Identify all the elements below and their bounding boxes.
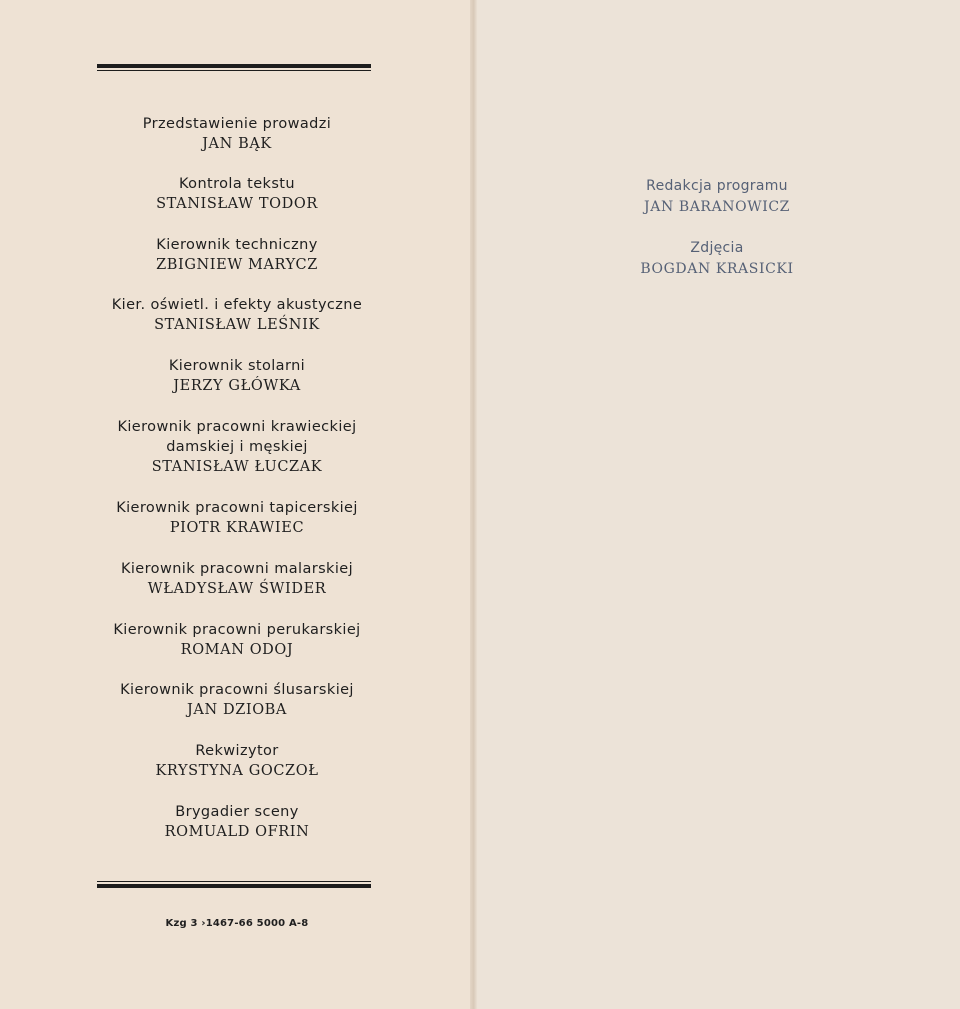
credit-block — [0, 417, 474, 477]
credit-role: Kierownik pracowni malarskiej — [120, 561, 354, 577]
credit-name: KRYSTYNA GOCZOŁ — [155, 763, 319, 779]
credit-role: Kierownik techniczny — [156, 237, 318, 253]
credit-role: Kierownik pracowni krawieckiej — [117, 419, 357, 435]
credit-name: JAN BĄK — [202, 136, 272, 152]
credit-role: Zdjęcia — [690, 240, 744, 256]
credit-role: Rekwizytor — [195, 743, 279, 759]
credit-name: STANISŁAW TODOR — [156, 196, 318, 212]
credit-block — [0, 174, 474, 214]
credit-block — [0, 559, 474, 599]
credit-name: ROMUALD OFRIN — [164, 824, 310, 840]
credit-role-continued: damskiej i męskiej — [166, 439, 308, 455]
credit-name: STANISŁAW ŁUCZAK — [151, 459, 323, 475]
credit-block — [0, 114, 474, 154]
credit-name: JAN BARANOWICZ — [644, 199, 790, 215]
right-page — [474, 0, 960, 1009]
right-credit-block — [474, 238, 960, 280]
credit-role: Brygadier sceny — [175, 804, 299, 820]
credit-block — [0, 741, 474, 781]
credit-role: Kierownik pracowni perukarskiej — [113, 622, 361, 638]
credit-role: Przedstawienie prowadzi — [142, 116, 332, 132]
credit-name: ROMAN ODOJ — [180, 642, 294, 658]
credit-role: Redakcja programu — [646, 178, 788, 194]
credit-name: JERZY GŁÓWKA — [173, 378, 301, 394]
credit-role: Kontrola tekstu — [178, 176, 295, 192]
credit-block — [0, 620, 474, 660]
right-credit-block — [474, 176, 960, 218]
credit-name: BOGDAN KRASICKI — [640, 261, 794, 277]
credit-block — [0, 356, 474, 396]
credit-block — [0, 295, 474, 335]
printing-imprint: Kzg 3 ›1467-66 5000 A-8 — [165, 918, 309, 929]
credit-name: ZBIGNIEW MARYCZ — [156, 257, 318, 273]
credit-name: WŁADYSŁAW ŚWIDER — [147, 581, 327, 597]
credit-name: PIOTR KRAWIEC — [169, 520, 305, 536]
credit-block — [0, 235, 474, 275]
credit-role: Kier. oświetl. i efekty akustyczne — [111, 297, 363, 313]
bottom-double-rule — [97, 881, 371, 888]
credit-role: Kierownik pracowni tapicerskiej — [116, 500, 358, 516]
credit-block — [0, 802, 474, 842]
credit-role: Kierownik pracowni ślusarskiej — [120, 682, 354, 698]
credit-name: STANISŁAW LEŚNIK — [154, 317, 320, 333]
credit-block — [0, 498, 474, 538]
credit-block — [0, 680, 474, 720]
credit-role: Kierownik stolarni — [168, 358, 306, 374]
top-double-rule — [97, 64, 371, 71]
credit-name: JAN DZIOBA — [186, 702, 288, 718]
